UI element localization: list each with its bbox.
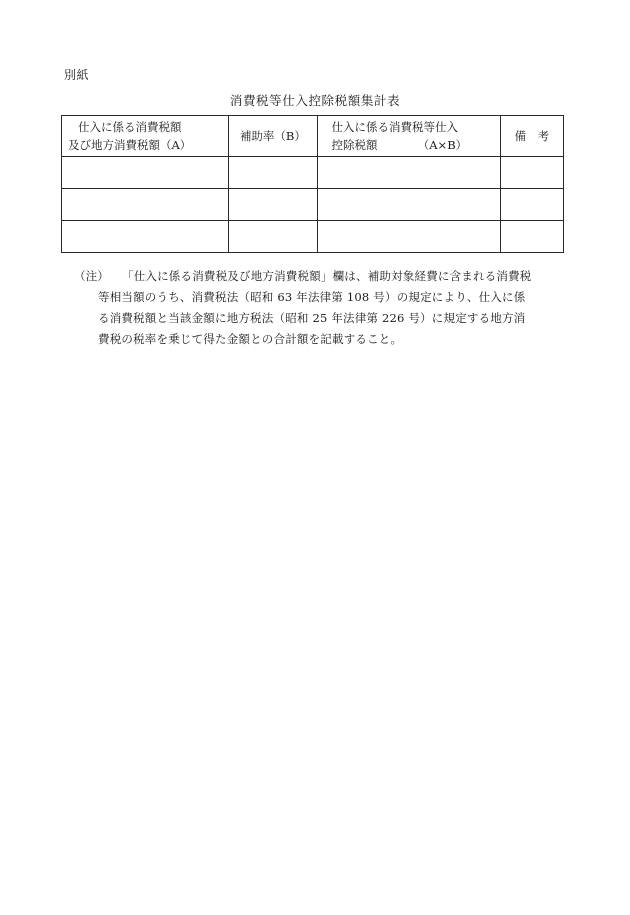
table-cell: [229, 221, 317, 253]
tax-summary-table: [61, 115, 564, 253]
table-row: [62, 221, 564, 253]
footnote-line: 「仕入に係る消費税及び地方消費税額」欄は、補助対象経費に含まれる消費税: [122, 269, 532, 283]
table-cell: [500, 221, 563, 253]
table-cell: [229, 189, 317, 221]
footnote: [74, 266, 564, 350]
footnote-body: [88, 266, 564, 350]
table-header-row: [62, 116, 564, 157]
table-cell: [500, 157, 563, 189]
table-cell: [317, 157, 500, 189]
table-cell: [229, 157, 317, 189]
header-remarks: 備 考: [500, 116, 563, 157]
table-cell: [62, 221, 229, 253]
footnote-line: 費税の税率を乗じて得た金額との合計額を記載すること。: [98, 332, 403, 346]
table-cell: [62, 157, 229, 189]
table-row: [62, 157, 564, 189]
document-title: 消費税等仕入控除税額集計表: [229, 93, 401, 108]
header-deductible-tax-amount: 仕入に係る消費税等仕入 控除税額 （A×B）: [317, 116, 500, 157]
header-consumption-tax-amount: 仕入に係る消費税額 及び地方消費税額（A）: [62, 116, 229, 157]
table-row: [62, 189, 564, 221]
table-cell: [317, 189, 500, 221]
footnote-line: る消費税額と当該金額に地方税法（昭和 25 年法律第 226 号）に規定する地方消: [98, 311, 526, 325]
footnote-line: 等相当額のうち、消費税法（昭和 63 年法律第 108 号）の規定により、仕入に係: [98, 290, 526, 304]
table-cell: [317, 221, 500, 253]
header-subsidy-rate: 補助率（B）: [229, 116, 317, 157]
table-cell: [62, 189, 229, 221]
attachment-label: 別紙: [64, 68, 90, 82]
table-cell: [500, 189, 563, 221]
footnote-mark: （注）: [74, 269, 110, 283]
